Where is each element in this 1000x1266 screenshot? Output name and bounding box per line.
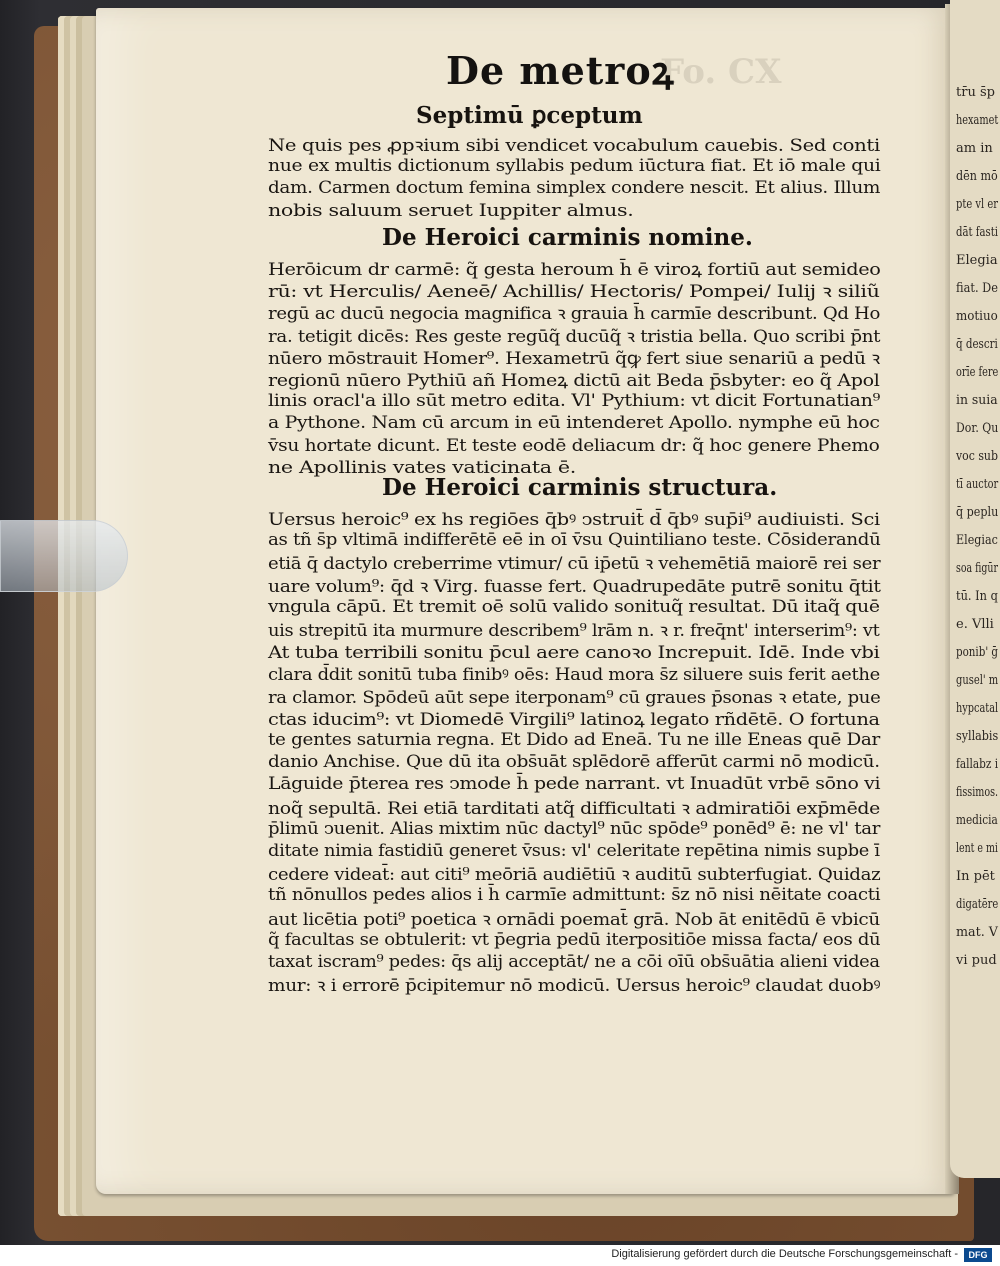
page-clip bbox=[0, 520, 128, 592]
text-line: ra clamor. Spōdeū aūt sepe iterponam⁹ cū graues p̄sonas ꝛ etate, pue bbox=[268, 687, 881, 708]
text-line: At tuba terribili sonitu p̄cul aere canoꝛo Increpuit. Idē. Inde vbi bbox=[268, 643, 880, 664]
facing-page-fragment: lent e mi bbox=[956, 841, 998, 856]
facing-page-fragment: soa figūr bbox=[956, 561, 998, 576]
facing-page-fragment: q̄ peplu bbox=[956, 505, 999, 520]
text-line: tñ nōnullos pedes alios i h̄ carmīe admittunt: s̄z nō nisi nēitate coacti bbox=[268, 885, 881, 906]
facing-page-fragment: Dor. Qu bbox=[956, 421, 999, 436]
text-line: etiā q̄ dactylo creberrime vtimur/ cū ip̄etū ꝛ vehemētiā maiorē rei ser bbox=[268, 554, 881, 575]
text-line: Uersus heroic⁹ ex hs regiōes q̄bꝰ ↄstruit̄ d̄ q̄bꝰ sup̄i⁹ audiuisti. Sci bbox=[268, 510, 880, 530]
text-line: ra. tetigit dicēs: Res geste regūq̃ ducūq̃ ꝛ tristia bella. Quo scribi p̄nt bbox=[268, 326, 881, 347]
facing-page-fragment: fissimos. bbox=[956, 785, 999, 800]
text-line: clara d̄dit sonitū tuba finibꝰ oēs: Haud mora s̄z siluere suis ferit aethe bbox=[268, 665, 880, 686]
facing-page-fragment: tī auctor bbox=[956, 477, 999, 492]
text-line: nue ex multis dictionum syllabis pedum iūctura fiat. Et iō male qui bbox=[268, 156, 881, 177]
footer-text: Digitalisierung gefördert durch die Deutsche Forschungsgemeinschaft - bbox=[611, 1248, 958, 1260]
facing-page-fragment: vi pud bbox=[956, 953, 997, 968]
facing-page-fragment: medicia bbox=[956, 813, 998, 828]
footer-bar bbox=[0, 1245, 1000, 1266]
text-line: Ne quis pes ꝓpꝛium sibi vendicet vocabulum cauebis. Sed conti bbox=[268, 136, 880, 156]
facing-page-fragment: dēn mō bbox=[956, 169, 998, 184]
facing-page-fragment: in suia bbox=[956, 393, 998, 408]
facing-page-fragment: gusel' m bbox=[956, 673, 999, 688]
text-line: v̄su hortate dicunt. Et teste eodē deliacum dr: q̃ hoc genere Phemo bbox=[268, 435, 880, 456]
bleed-through-text: Fo. CX bbox=[660, 52, 782, 92]
facing-page-fragment: syllabis bbox=[956, 729, 999, 744]
text-line: ctas iducim⁹: vt Diomedē Virgili⁹ latinoꝝ legato rñdētē. O fortuna bbox=[268, 709, 880, 730]
section-heading: De Heroici carminis structura. bbox=[382, 474, 778, 501]
text-line: nobis saluum seruet Iuppiter almus. bbox=[268, 200, 634, 221]
facing-page-fragment: fallabz i bbox=[956, 757, 999, 772]
text-line: ne Apollinis vates vaticinata ē. bbox=[268, 457, 576, 478]
facing-page-fragment: Elegia bbox=[956, 253, 998, 268]
text-line: ditate nimia fastidiū generet v̄sus: vl' celeritate repētina nimis supbe ī bbox=[268, 841, 880, 861]
section-heading: De Heroici carminis nomine. bbox=[382, 224, 753, 251]
facing-page-fragment: pte vl er bbox=[956, 197, 998, 212]
facing-page-fragment: tr̄u s̄p bbox=[956, 85, 995, 100]
text-line: dam. Carmen doctum femina simplex condere nescit. Et alius. Illum bbox=[268, 178, 881, 199]
text-line: te gentes saturnia regna. Et Dido ad Eneā. Tu ne ille Eneas quē Dar bbox=[268, 730, 880, 750]
text-line: uis strepitū ita murmure describem⁹ lrām n. ꝛ r. freq̄nt' interserim⁹: vt bbox=[268, 621, 880, 641]
text-line: danio Anchise. Que dū ita obs̄uāt splēdorē afferūt carmi nō modicū. bbox=[268, 752, 880, 773]
facing-page-fragment: q̄ descri bbox=[956, 337, 998, 352]
running-head: De metroꝝ bbox=[446, 48, 675, 93]
facing-page-fragment: ponib' ḡ bbox=[956, 645, 999, 660]
facing-page-fragment: motiuo bbox=[956, 309, 998, 324]
facing-page-fragment: voc sub bbox=[956, 449, 998, 464]
facing-page-fragment: tū. In q bbox=[956, 589, 998, 604]
text-line: taxat iscram⁹ pedes: q̄s alij acceptāt/ ne a cōi oīū obs̄uātia alieni videa bbox=[268, 952, 880, 972]
facing-page-fragment: e. Vlli bbox=[956, 617, 994, 632]
facing-page-fragment: am in bbox=[956, 141, 993, 156]
text-line: regionū nūero Pythiū añ Homeꝝ dictū ait Beda p̄sbyter: eo q̃ Apol bbox=[268, 371, 880, 391]
text-line: a Pythone. Nam cū arcum in eū intenderet Apollo. nymphe eū hoc bbox=[268, 413, 880, 434]
text-line: nūero mōstrauit Homer⁹. Hexametrū q̃ꝙ fert siue senariū a pedū ꝛ bbox=[268, 348, 880, 369]
facing-page bbox=[950, 0, 1000, 1178]
facing-page-fragment: orīe fere bbox=[956, 365, 999, 380]
facing-page-fragment: fiat. De bbox=[956, 281, 999, 296]
text-line: mur: ꝛ i errorē p̄cipitemur nō modicū. Uersus heroic⁹ claudat duobꝰ bbox=[268, 976, 881, 997]
facing-page-fragment: Elegiac bbox=[956, 533, 998, 548]
text-line: aut licētia poti⁹ poetica ꝛ ornādi poemat̄ grā. Nob āt enitēdū ē vbicū bbox=[268, 909, 880, 930]
text-line: Herōicum dr carmē: q̃ gesta heroum h̄ ē viroꝝ fortiū aut semideo bbox=[268, 260, 881, 280]
facing-page-fragment: hypcatal bbox=[956, 701, 999, 716]
text-line: Lāguide p̄terea res ↄmode h̄ pede narrant. vt Inuadūt vrbē sōno vi bbox=[268, 774, 881, 795]
facing-page-fragment: hexamet bbox=[956, 113, 999, 128]
text-line: cedere videat̄: aut citi⁹ meōriā audiētiū ꝛ auditū subterfugiat. Quidaz bbox=[268, 865, 881, 886]
text-line: rū: vt Herculis/ Aeneē/ Achillis/ Hectoris/ Pompei/ Iulij ꝛ siliũ bbox=[268, 282, 880, 303]
text-line: regū ac ducū negocia magnifica ꝛ grauia h̄ carmīe describunt. Qd Ho bbox=[268, 304, 881, 325]
text-line: q̃ facultas se obtulerit: vt p̄egria pedū iterpositiōe missa facta/ eos dū bbox=[268, 929, 881, 950]
section-heading: Septimū ꝑceptum bbox=[416, 102, 643, 129]
text-line: noq̃ sepultā. Rei etiā tarditati atq̃ difficultati ꝛ admiratiōi exp̄mēde bbox=[268, 798, 880, 819]
text-line: linis oracl'a illo sūt metro edita. Vl' Pythium: vt dicit Fortunatian⁹ bbox=[268, 391, 880, 412]
dfg-logo: DFG bbox=[964, 1248, 992, 1262]
text-line: as tñ s̄p vltimā indifferētē eē in oī v̄su Quintiliano teste. Cōsiderandū bbox=[268, 530, 881, 551]
facing-page-fragment: mat. V bbox=[956, 925, 998, 940]
facing-page-fragment: dāt fasti bbox=[956, 225, 999, 240]
facing-page-fragment: In pēt bbox=[956, 869, 995, 884]
text-line: uare volum⁹: q̄d ꝛ Virg. fuasse fert. Quadrupedāte putrē sonitu q̄tit bbox=[268, 576, 881, 597]
text-line: vngula cāpū. Et tremit oē solū valido sonituq̃ resultat. Dū itaq̃ quē bbox=[268, 596, 880, 617]
facing-page-fragment: digatēre bbox=[956, 897, 999, 912]
text-line: p̄limū ↄuenit. Alias mixtim nūc dactyl⁹ nūc spōde⁹ ponēd⁹ ē: ne vl' tar bbox=[268, 818, 881, 839]
